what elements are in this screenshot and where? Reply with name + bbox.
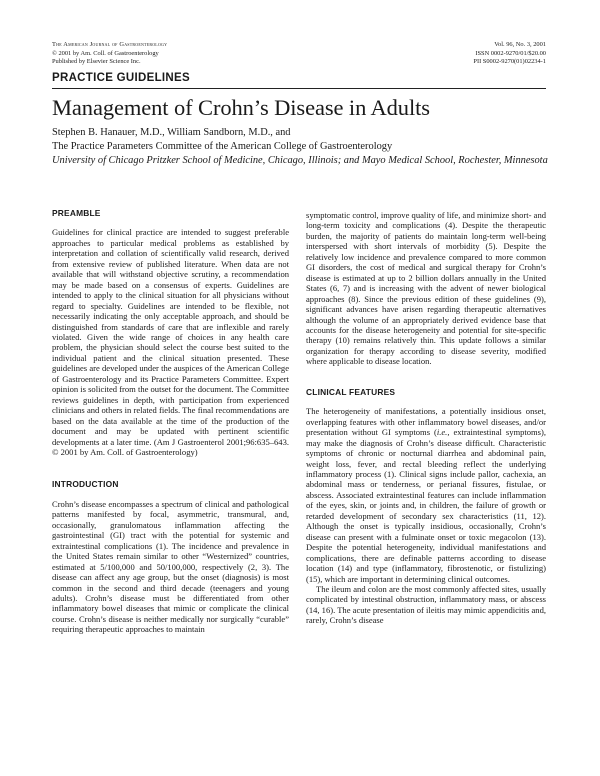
header-rule bbox=[52, 88, 546, 89]
introduction-text: Crohn’s disease encompasses a spectrum of clinical and pathological patterns manifested by focal, asymmetric, transmural, and, occasionally, granulomatous inflammation affecting the gastrointestinal (GI) tract with the potential for systemic and extraintestinal complications (1). The incidence and prevalence in the United States remain similar to other “Westernized” countries, estimated at 5/100,000 and 50/100,000, respectively (2, 3). The disease can affect any age group, but the onset (diagnosis) is most common in the second and third decade (teenagers and young adults). Crohn’s disease must be differentiated from other inflammatory bowel diseases that mimic or complicate the clinical course. Crohn’s disease is neither medically nor surgically “curable” requiring therapeutic approaches to maintain bbox=[52, 498, 289, 635]
article-title: Management of Crohn’s Disease in Adults bbox=[52, 95, 430, 120]
authors bbox=[52, 126, 392, 153]
left-column bbox=[52, 208, 289, 635]
pii-line: PII S0002-9270(01)02234-1 bbox=[473, 58, 546, 66]
clinical-heading: CLINICAL FEATURES bbox=[306, 386, 396, 397]
clinical-paragraph-1: The heterogeneity of manifestations, a potentially insidious onset, overlapping features with other inflammatory bowel diseases, and/or presentation without GI symptoms (i.e., extraintestinal symptoms), may make the diagnosis of Crohn’s disease difficult. Characteristic symptoms of chronic or nocturnal diarrhea and abdominal pain, weight loss, fever, and rectal bleeding reflect the underlying inflammatory process (1). Clinical signs include pallor, cachexia, an abdominal mass or tenderness, or perianal fissures, fistulae, or abscess. Associated extraintestinal features can include inflammation of the eyes, skin, or joints and, in children, the failure of growth or retarded development of secondary sex characteristics (11, 12). Although the onset is typically insidious, occasionally, Crohn’s disease can present with a fulminate onset or toxic megacolon (13). Despite the potential heterogeneity, individual manifestations and complications, there are definable patterns according to disease location (14) and type (inflammatory, fibrostenotic, or fistulizing) (15), which are important in determining clinical outcomes. bbox=[306, 406, 546, 584]
introduction-continued: symptomatic control, improve quality of life, and minimize short- and long-term toxicity and complications (4). Despite the therapeutic burden, the majority of patients do maintain long-term well-being interspersed with short intervals of morbidity (5). Despite the relatively low incidence and prevalence compared to more common GI disorders, the cost of medical and surgical therapy for Crohn’s disease is estimated at up to 2 billion dollars annually in the United States (6, 7) and is increasing with the advent of newer biological approaches (8). Since the previous edition of these guidelines (9), significant advances have arisen regarding therapeutic alternatives although the volume of an appropriately derived evidence base that accounts for the disease heterogeneity and potential for site-specific therapy (10) remains relatively thin. This update follows a similar organization for therapy according to disease severity, modified where applicable to disease location. bbox=[306, 210, 546, 367]
preamble-heading: PREAMBLE bbox=[52, 208, 101, 218]
issue-info bbox=[473, 41, 546, 67]
preamble-text: Guidelines for clinical practice are intended to suggest preferable approaches to particular medical problems as established by interpretation and collation of scientifically valid research, derived from extensive review of published literature. When data are not available that will withstand objective scrutiny, a recommendation may be made based on a consensus of experts. Guidelines are intended to apply to the clinical situation for all physicians without regard to specialty. Guidelines are intended to be flexible, not necessarily indicating the only acceptable approach, and should be distinguished from standards of care that are inflexible and rarely violated. Given the wide range of choices in any health care problem, the physician should select the course best suited to the individual patient and the clinical situation presented. These guidelines are developed under the auspices of the American College of Gastroenterology and its Practice Parameters Committee. Expert opinion is solicited from the outset for the document. The Committee reviews guidelines in depth, with participation from experienced clinicians and others in related fields. The final recommendations are based on the data available at the time of the production of the document and may be updated with pertinent scientific developments at a later time. (Am J Gastroenterol 2001;96:635–643. © 2001 by Am. Coll. of Gastroenterology) bbox=[52, 227, 289, 457]
issn-line: ISSN 0002-9270/01/$20.00 bbox=[475, 49, 546, 57]
section-label: PRACTICE GUIDELINES bbox=[52, 72, 190, 84]
affiliation: University of Chicago Pritzker School of Medicine, Chicago, Illinois; and Mayo Medical School, Rochester, Minnesota bbox=[52, 155, 548, 166]
volume-line: Vol. 96, No. 3, 2001 bbox=[494, 41, 546, 48]
introduction-heading: INTRODUCTION bbox=[52, 479, 119, 490]
right-column bbox=[306, 210, 546, 626]
copyright-line: © 2001 by Am. Coll. of Gastroenterology bbox=[52, 49, 159, 57]
publisher-line: Published by Elsevier Science Inc. bbox=[52, 58, 141, 66]
journal-header bbox=[52, 41, 167, 67]
journal-name: The American Journal of Gastroenterology bbox=[52, 41, 168, 48]
clinical-paragraph-2: The ileum and colon are the most commonly affected sites, usually complicated by intestinal obstruction, inflammatory mass, or abscess (14, 16). The acute presentation of ileitis may mimic appendicitis and, rarely, Crohn’s disease bbox=[306, 583, 546, 626]
authors-line-1: Stephen B. Hanauer, M.D., William Sandborn, M.D., and bbox=[52, 127, 291, 138]
authors-line-2: The Practice Parameters Committee of the American College of Gastroenterology bbox=[52, 140, 393, 152]
